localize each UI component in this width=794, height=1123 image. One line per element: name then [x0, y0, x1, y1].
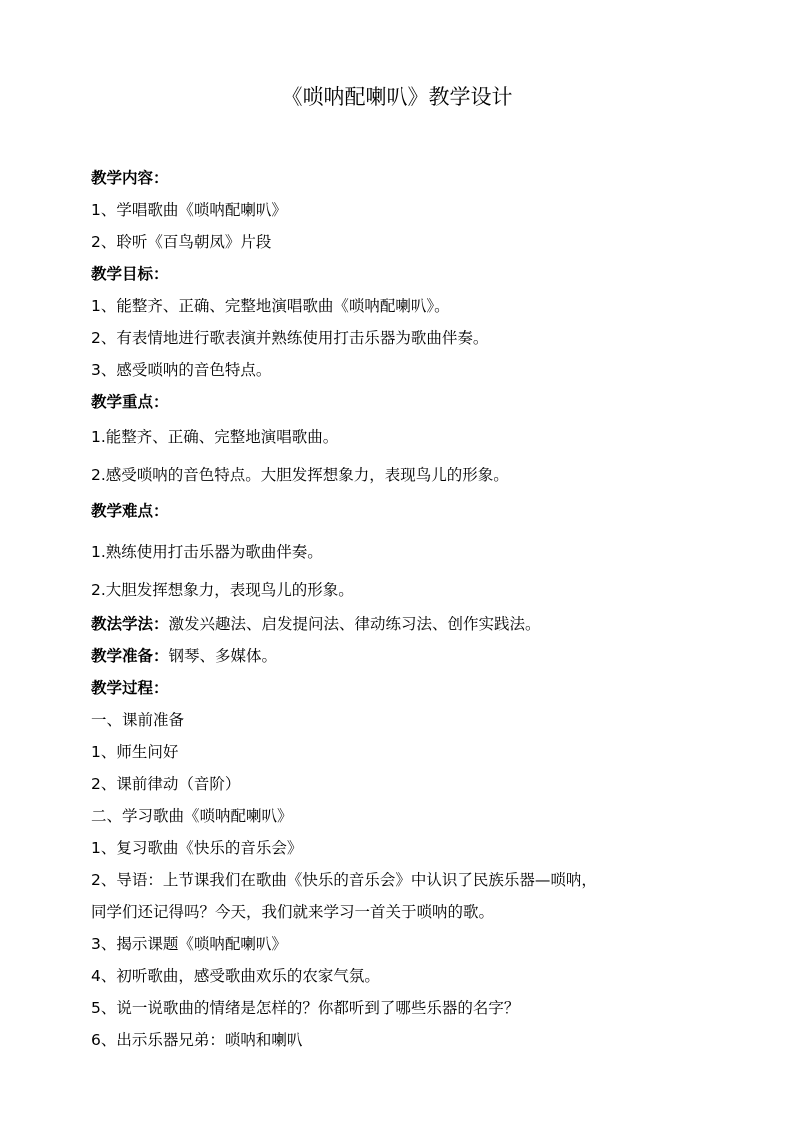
goal-item-1: 1、能整齐、正确、完整地演唱歌曲《唢呐配喇叭》。 — [91, 297, 450, 315]
process-part-1-item-2: 2、课前律动（音阶） — [91, 775, 241, 793]
content-heading: 教学内容： — [91, 169, 169, 187]
difficulty-heading: 教学难点： — [91, 502, 169, 520]
preparation-label: 教学准备： — [91, 647, 169, 665]
process-part-2-item-1: 1、复习歌曲《快乐的音乐会》 — [91, 839, 303, 857]
page-title: 《唢呐配喇叭》教学设计 — [281, 85, 513, 109]
methods-line — [91, 613, 731, 635]
process-part-2-item-3: 3、揭示课题《唢呐配喇叭》 — [91, 935, 287, 953]
process-heading: 教学过程： — [91, 679, 169, 697]
process-part-2: 二、学习歌曲《唢呐配喇叭》 — [91, 807, 293, 825]
process-part-1: 一、课前准备 — [91, 711, 185, 729]
process-part-2-item-2-line-2: 同学们还记得吗？今天，我们就来学习一首关于唢呐的歌。 — [91, 903, 495, 921]
key-point-2: 2.感受唢呐的音色特点。大胆发挥想象力，表现鸟儿的形象。 — [91, 466, 509, 484]
key-points-heading: 教学重点： — [91, 393, 169, 411]
content-item-1: 1、学唱歌曲《唢呐配喇叭》 — [91, 201, 287, 219]
process-part-2-item-6: 6、出示乐器兄弟：唢呐和喇叭 — [91, 1031, 303, 1049]
preparation-line — [91, 645, 731, 667]
difficulty-item-1: 1.熟练使用打击乐器为歌曲伴奏。 — [91, 543, 323, 561]
methods-label: 教法学法： — [91, 615, 169, 633]
key-point-1: 1.能整齐、正确、完整地演唱歌曲。 — [91, 428, 339, 446]
methods-text: 激发兴趣法、启发提问法、律动练习法、创作实践法。 — [168, 615, 541, 633]
process-part-1-item-1: 1、师生问好 — [91, 743, 179, 761]
process-part-2-item-2-line-1: 2、导语：上节课我们在歌曲《快乐的音乐会》中认识了民族乐器—唢呐， — [91, 871, 597, 889]
process-part-2-item-4: 4、初听歌曲，感受歌曲欢乐的农家气氛。 — [91, 967, 380, 985]
difficulty-item-2: 2.大胆发挥想象力，表现鸟儿的形象。 — [91, 581, 354, 599]
preparation-text: 钢琴、多媒体。 — [168, 647, 278, 665]
content-item-2: 2、聆听《百鸟朝凤》片段 — [91, 233, 272, 251]
goal-item-3: 3、感受唢呐的音色特点。 — [91, 361, 272, 379]
goals-heading: 教学目标： — [91, 265, 169, 283]
goal-item-2: 2、有表情地进行歌表演并熟练使用打击乐器为歌曲伴奏。 — [91, 329, 489, 347]
process-part-2-item-5: 5、说一说歌曲的情绪是怎样的？你都听到了哪些乐器的名字？ — [91, 999, 520, 1017]
